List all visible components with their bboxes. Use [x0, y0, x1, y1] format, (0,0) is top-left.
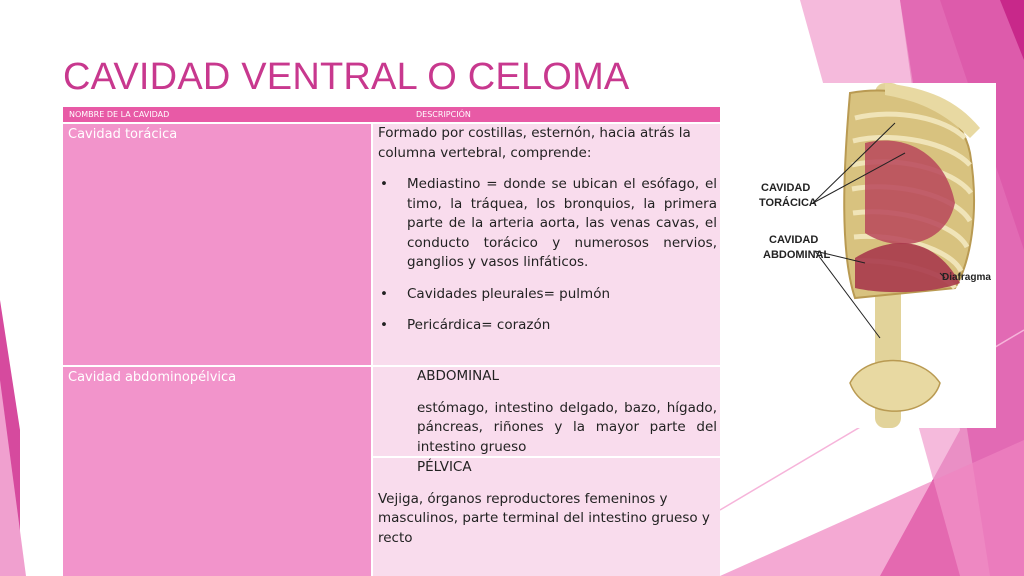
- pelvis: [850, 361, 940, 412]
- table-cell-description: [373, 124, 720, 365]
- table-cell-name: [63, 367, 371, 576]
- torso-skeleton-illustration: [755, 83, 996, 428]
- bullet-marker: •: [380, 285, 388, 302]
- slide-title: CAVIDAD VENTRAL O CELOMA: [63, 56, 630, 98]
- thoracic-bullet: [378, 316, 717, 336]
- thoracic-intro: Formado por costillas, esternón, hacia atrás la columna vertebral, comprende:: [378, 125, 691, 161]
- thoracic-bullet: [378, 285, 717, 305]
- cavity-name-thoracic: Cavidad torácica: [68, 127, 178, 142]
- table-header-row: [63, 107, 720, 122]
- deco-right-lower: [720, 440, 1024, 576]
- label-abdominal-2: ABDOMINAL: [763, 249, 831, 261]
- abdominal-heading: ABDOMINAL: [417, 368, 500, 384]
- table-cell-description: [373, 367, 720, 456]
- bullet-marker: •: [380, 176, 388, 192]
- bullet-marker: •: [380, 317, 388, 333]
- table-cell-name: [63, 124, 371, 365]
- header-description: DESCRIPCIÓN: [416, 110, 471, 119]
- label-diaphragm: Diafragma: [942, 272, 991, 283]
- label-abdominal-1: CAVIDAD: [769, 234, 819, 246]
- label-thoracic-2: TORÁCICA: [759, 197, 817, 209]
- table-cell-description: [373, 458, 720, 576]
- cavity-table: [63, 107, 720, 576]
- bullet-text-pericardic: Pericárdica= corazón: [407, 317, 551, 333]
- bullet-text-mediastino: Mediastino = donde se ubican el esófago, el timo, la tráquea, los bronquios, la primera parte de la arteria aorta, las venas cavas, el conducto torácico y numerosos nervios, ganglios y vasos linfáticos.: [407, 176, 717, 270]
- pelvic-text: Vejiga, órganos reproductores femeninos y masculinos, parte terminal del intestino grueso y recto: [378, 490, 710, 546]
- abdominal-text: estómago, intestino delgado, bazo, hígado, páncreas, riñones y la mayor parte del intestino grueso: [417, 399, 717, 455]
- cavity-name-abdominopelvic: Cavidad abdominopélvica: [68, 370, 237, 385]
- pelvic-heading: PÉLVICA: [417, 459, 472, 475]
- thoracic-bullet: [378, 175, 717, 273]
- header-cavity-name: NOMBRE DE LA CAVIDAD: [69, 110, 170, 119]
- bullet-text-pleural: Cavidades pleurales= pulmón: [407, 285, 611, 302]
- anatomy-figure: [755, 83, 996, 428]
- label-thoracic-1: CAVIDAD: [761, 182, 811, 194]
